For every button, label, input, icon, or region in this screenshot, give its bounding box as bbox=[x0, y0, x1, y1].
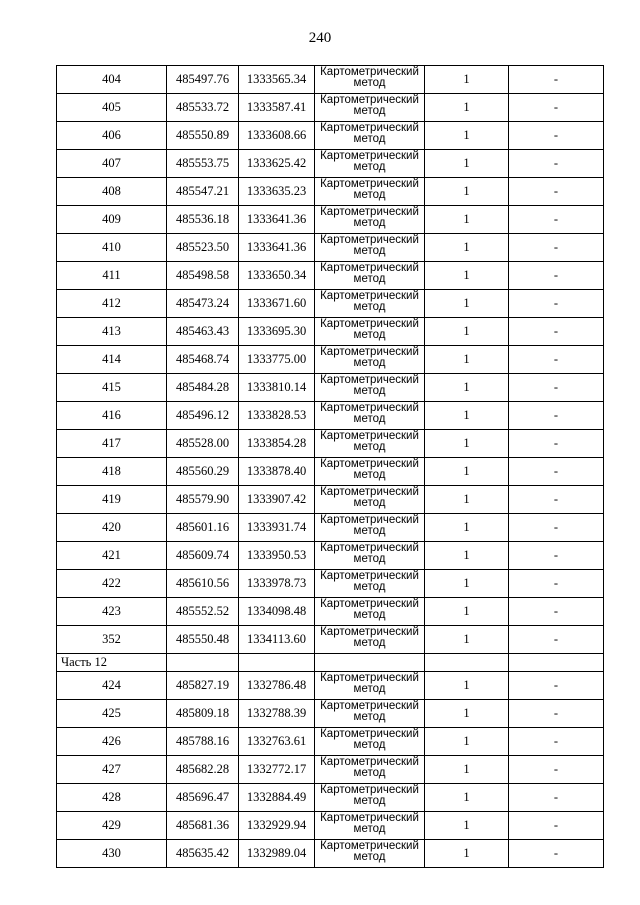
description-cell: - bbox=[509, 840, 604, 868]
point-number-cell: 405 bbox=[57, 94, 167, 122]
point-number-cell: 427 bbox=[57, 756, 167, 784]
x-coordinate-cell: 485635.42 bbox=[167, 840, 239, 868]
table-row bbox=[57, 784, 604, 812]
description-cell: - bbox=[509, 234, 604, 262]
point-number-cell: 414 bbox=[57, 346, 167, 374]
point-number-cell: 411 bbox=[57, 262, 167, 290]
table-row bbox=[57, 514, 604, 542]
table-row bbox=[57, 374, 604, 402]
x-coordinate-cell: 485468.74 bbox=[167, 346, 239, 374]
x-coordinate-cell: 485609.74 bbox=[167, 542, 239, 570]
point-number-cell: 412 bbox=[57, 290, 167, 318]
point-number-cell: 421 bbox=[57, 542, 167, 570]
y-coordinate-cell: 1333565.34 bbox=[239, 66, 315, 94]
description-cell: - bbox=[509, 700, 604, 728]
accuracy-cell: 1 bbox=[425, 206, 509, 234]
description-cell: - bbox=[509, 542, 604, 570]
description-cell: - bbox=[509, 290, 604, 318]
x-coordinate-cell: 485473.24 bbox=[167, 290, 239, 318]
y-coordinate-cell: 1333878.40 bbox=[239, 458, 315, 486]
x-coordinate-cell: 485610.56 bbox=[167, 570, 239, 598]
table-row bbox=[57, 346, 604, 374]
description-cell: - bbox=[509, 374, 604, 402]
accuracy-cell: 1 bbox=[425, 700, 509, 728]
description-cell: - bbox=[509, 318, 604, 346]
method-cell: Картометрический метод bbox=[315, 598, 425, 626]
y-coordinate-cell: 1333641.36 bbox=[239, 234, 315, 262]
part-header-row bbox=[57, 654, 604, 672]
table-row bbox=[57, 402, 604, 430]
description-cell: - bbox=[509, 346, 604, 374]
description-cell: - bbox=[509, 486, 604, 514]
accuracy-cell: 1 bbox=[425, 514, 509, 542]
y-coordinate-cell: 1333608.66 bbox=[239, 122, 315, 150]
x-coordinate-cell: 485550.48 bbox=[167, 626, 239, 654]
accuracy-cell: 1 bbox=[425, 402, 509, 430]
description-cell: - bbox=[509, 430, 604, 458]
description-cell: - bbox=[509, 122, 604, 150]
accuracy-cell: 1 bbox=[425, 66, 509, 94]
point-number-cell: 352 bbox=[57, 626, 167, 654]
x-coordinate-cell: 485809.18 bbox=[167, 700, 239, 728]
method-cell: Картометрический метод bbox=[315, 262, 425, 290]
empty-cell bbox=[425, 654, 509, 672]
empty-cell bbox=[509, 654, 604, 672]
point-number-cell: 417 bbox=[57, 430, 167, 458]
x-coordinate-cell: 485552.52 bbox=[167, 598, 239, 626]
y-coordinate-cell: 1333587.41 bbox=[239, 94, 315, 122]
coordinates-table bbox=[56, 65, 604, 868]
method-cell: Картометрический метод bbox=[315, 234, 425, 262]
x-coordinate-cell: 485788.16 bbox=[167, 728, 239, 756]
empty-cell bbox=[239, 654, 315, 672]
method-cell: Картометрический метод bbox=[315, 346, 425, 374]
x-coordinate-cell: 485463.43 bbox=[167, 318, 239, 346]
accuracy-cell: 1 bbox=[425, 94, 509, 122]
accuracy-cell: 1 bbox=[425, 812, 509, 840]
description-cell: - bbox=[509, 206, 604, 234]
table-row bbox=[57, 234, 604, 262]
table-row bbox=[57, 598, 604, 626]
table-row bbox=[57, 290, 604, 318]
method-cell: Картометрический метод bbox=[315, 458, 425, 486]
accuracy-cell: 1 bbox=[425, 598, 509, 626]
y-coordinate-cell: 1333775.00 bbox=[239, 346, 315, 374]
empty-cell bbox=[167, 654, 239, 672]
table-row bbox=[57, 626, 604, 654]
x-coordinate-cell: 485553.75 bbox=[167, 150, 239, 178]
method-cell: Картометрический метод bbox=[315, 290, 425, 318]
y-coordinate-cell: 1333950.53 bbox=[239, 542, 315, 570]
table-row bbox=[57, 122, 604, 150]
x-coordinate-cell: 485682.28 bbox=[167, 756, 239, 784]
y-coordinate-cell: 1334098.48 bbox=[239, 598, 315, 626]
x-coordinate-cell: 485497.76 bbox=[167, 66, 239, 94]
y-coordinate-cell: 1333625.42 bbox=[239, 150, 315, 178]
accuracy-cell: 1 bbox=[425, 756, 509, 784]
accuracy-cell: 1 bbox=[425, 346, 509, 374]
accuracy-cell: 1 bbox=[425, 430, 509, 458]
point-number-cell: 407 bbox=[57, 150, 167, 178]
y-coordinate-cell: 1333810.14 bbox=[239, 374, 315, 402]
y-coordinate-cell: 1332763.61 bbox=[239, 728, 315, 756]
x-coordinate-cell: 485536.18 bbox=[167, 206, 239, 234]
accuracy-cell: 1 bbox=[425, 672, 509, 700]
description-cell: - bbox=[509, 672, 604, 700]
point-number-cell: 430 bbox=[57, 840, 167, 868]
x-coordinate-cell: 485496.12 bbox=[167, 402, 239, 430]
table-row bbox=[57, 430, 604, 458]
point-number-cell: 423 bbox=[57, 598, 167, 626]
method-cell: Картометрический метод bbox=[315, 840, 425, 868]
method-cell: Картометрический метод bbox=[315, 626, 425, 654]
description-cell: - bbox=[509, 728, 604, 756]
y-coordinate-cell: 1332786.48 bbox=[239, 672, 315, 700]
method-cell: Картометрический метод bbox=[315, 374, 425, 402]
point-number-cell: 415 bbox=[57, 374, 167, 402]
method-cell: Картометрический метод bbox=[315, 94, 425, 122]
description-cell: - bbox=[509, 94, 604, 122]
method-cell: Картометрический метод bbox=[315, 672, 425, 700]
x-coordinate-cell: 485579.90 bbox=[167, 486, 239, 514]
method-cell: Картометрический метод bbox=[315, 430, 425, 458]
x-coordinate-cell: 485560.29 bbox=[167, 458, 239, 486]
table-row bbox=[57, 206, 604, 234]
x-coordinate-cell: 485484.28 bbox=[167, 374, 239, 402]
method-cell: Картометрический метод bbox=[315, 66, 425, 94]
x-coordinate-cell: 485601.16 bbox=[167, 514, 239, 542]
table-row bbox=[57, 840, 604, 868]
accuracy-cell: 1 bbox=[425, 318, 509, 346]
table-row bbox=[57, 66, 604, 94]
page-number: 240 bbox=[308, 30, 332, 46]
y-coordinate-cell: 1332929.94 bbox=[239, 812, 315, 840]
x-coordinate-cell: 485550.89 bbox=[167, 122, 239, 150]
x-coordinate-cell: 485498.58 bbox=[167, 262, 239, 290]
x-coordinate-cell: 485827.19 bbox=[167, 672, 239, 700]
accuracy-cell: 1 bbox=[425, 458, 509, 486]
y-coordinate-cell: 1333854.28 bbox=[239, 430, 315, 458]
method-cell: Картометрический метод bbox=[315, 700, 425, 728]
accuracy-cell: 1 bbox=[425, 728, 509, 756]
description-cell: - bbox=[509, 784, 604, 812]
x-coordinate-cell: 485533.72 bbox=[167, 94, 239, 122]
accuracy-cell: 1 bbox=[425, 150, 509, 178]
y-coordinate-cell: 1332772.17 bbox=[239, 756, 315, 784]
description-cell: - bbox=[509, 262, 604, 290]
method-cell: Картометрический метод bbox=[315, 812, 425, 840]
table-row bbox=[57, 262, 604, 290]
accuracy-cell: 1 bbox=[425, 178, 509, 206]
point-number-cell: 416 bbox=[57, 402, 167, 430]
y-coordinate-cell: 1333671.60 bbox=[239, 290, 315, 318]
y-coordinate-cell: 1333650.34 bbox=[239, 262, 315, 290]
accuracy-cell: 1 bbox=[425, 290, 509, 318]
description-cell: - bbox=[509, 756, 604, 784]
accuracy-cell: 1 bbox=[425, 262, 509, 290]
y-coordinate-cell: 1333695.30 bbox=[239, 318, 315, 346]
method-cell: Картометрический метод bbox=[315, 206, 425, 234]
point-number-cell: 408 bbox=[57, 178, 167, 206]
point-number-cell: 406 bbox=[57, 122, 167, 150]
y-coordinate-cell: 1332788.39 bbox=[239, 700, 315, 728]
method-cell: Картометрический метод bbox=[315, 728, 425, 756]
y-coordinate-cell: 1333978.73 bbox=[239, 570, 315, 598]
point-number-cell: 422 bbox=[57, 570, 167, 598]
y-coordinate-cell: 1333635.23 bbox=[239, 178, 315, 206]
point-number-cell: 429 bbox=[57, 812, 167, 840]
description-cell: - bbox=[509, 458, 604, 486]
table-row bbox=[57, 812, 604, 840]
point-number-cell: 404 bbox=[57, 66, 167, 94]
description-cell: - bbox=[509, 514, 604, 542]
point-number-cell: 424 bbox=[57, 672, 167, 700]
description-cell: - bbox=[509, 66, 604, 94]
method-cell: Картометрический метод bbox=[315, 486, 425, 514]
description-cell: - bbox=[509, 178, 604, 206]
y-coordinate-cell: 1332989.04 bbox=[239, 840, 315, 868]
accuracy-cell: 1 bbox=[425, 570, 509, 598]
table-row bbox=[57, 178, 604, 206]
y-coordinate-cell: 1333641.36 bbox=[239, 206, 315, 234]
table-row bbox=[57, 94, 604, 122]
table-row bbox=[57, 570, 604, 598]
accuracy-cell: 1 bbox=[425, 122, 509, 150]
y-coordinate-cell: 1332884.49 bbox=[239, 784, 315, 812]
method-cell: Картометрический метод bbox=[315, 178, 425, 206]
description-cell: - bbox=[509, 812, 604, 840]
accuracy-cell: 1 bbox=[425, 374, 509, 402]
x-coordinate-cell: 485523.50 bbox=[167, 234, 239, 262]
description-cell: - bbox=[509, 598, 604, 626]
description-cell: - bbox=[509, 150, 604, 178]
coordinates-table-body bbox=[57, 66, 604, 868]
method-cell: Картометрический метод bbox=[315, 150, 425, 178]
method-cell: Картометрический метод bbox=[315, 784, 425, 812]
y-coordinate-cell: 1333828.53 bbox=[239, 402, 315, 430]
x-coordinate-cell: 485547.21 bbox=[167, 178, 239, 206]
point-number-cell: 428 bbox=[57, 784, 167, 812]
point-number-cell: 418 bbox=[57, 458, 167, 486]
point-number-cell: 410 bbox=[57, 234, 167, 262]
table-row bbox=[57, 756, 604, 784]
x-coordinate-cell: 485528.00 bbox=[167, 430, 239, 458]
y-coordinate-cell: 1333931.74 bbox=[239, 514, 315, 542]
x-coordinate-cell: 485696.47 bbox=[167, 784, 239, 812]
method-cell: Картометрический метод bbox=[315, 318, 425, 346]
point-number-cell: 426 bbox=[57, 728, 167, 756]
empty-cell bbox=[315, 654, 425, 672]
table-row bbox=[57, 458, 604, 486]
point-number-cell: 425 bbox=[57, 700, 167, 728]
method-cell: Картометрический метод bbox=[315, 402, 425, 430]
y-coordinate-cell: 1334113.60 bbox=[239, 626, 315, 654]
table-row bbox=[57, 672, 604, 700]
accuracy-cell: 1 bbox=[425, 486, 509, 514]
description-cell: - bbox=[509, 626, 604, 654]
accuracy-cell: 1 bbox=[425, 840, 509, 868]
y-coordinate-cell: 1333907.42 bbox=[239, 486, 315, 514]
table-row bbox=[57, 728, 604, 756]
accuracy-cell: 1 bbox=[425, 626, 509, 654]
method-cell: Картометрический метод bbox=[315, 122, 425, 150]
description-cell: - bbox=[509, 402, 604, 430]
point-number-cell: 413 bbox=[57, 318, 167, 346]
x-coordinate-cell: 485681.36 bbox=[167, 812, 239, 840]
point-number-cell: 420 bbox=[57, 514, 167, 542]
table-row bbox=[57, 486, 604, 514]
part-label: Часть 12 bbox=[57, 654, 167, 672]
table-row bbox=[57, 318, 604, 346]
method-cell: Картометрический метод bbox=[315, 514, 425, 542]
method-cell: Картометрический метод bbox=[315, 756, 425, 784]
point-number-cell: 419 bbox=[57, 486, 167, 514]
description-cell: - bbox=[509, 570, 604, 598]
table-row bbox=[57, 542, 604, 570]
table-row bbox=[57, 150, 604, 178]
table-row bbox=[57, 700, 604, 728]
method-cell: Картометрический метод bbox=[315, 570, 425, 598]
accuracy-cell: 1 bbox=[425, 234, 509, 262]
accuracy-cell: 1 bbox=[425, 784, 509, 812]
accuracy-cell: 1 bbox=[425, 542, 509, 570]
point-number-cell: 409 bbox=[57, 206, 167, 234]
method-cell: Картометрический метод bbox=[315, 542, 425, 570]
